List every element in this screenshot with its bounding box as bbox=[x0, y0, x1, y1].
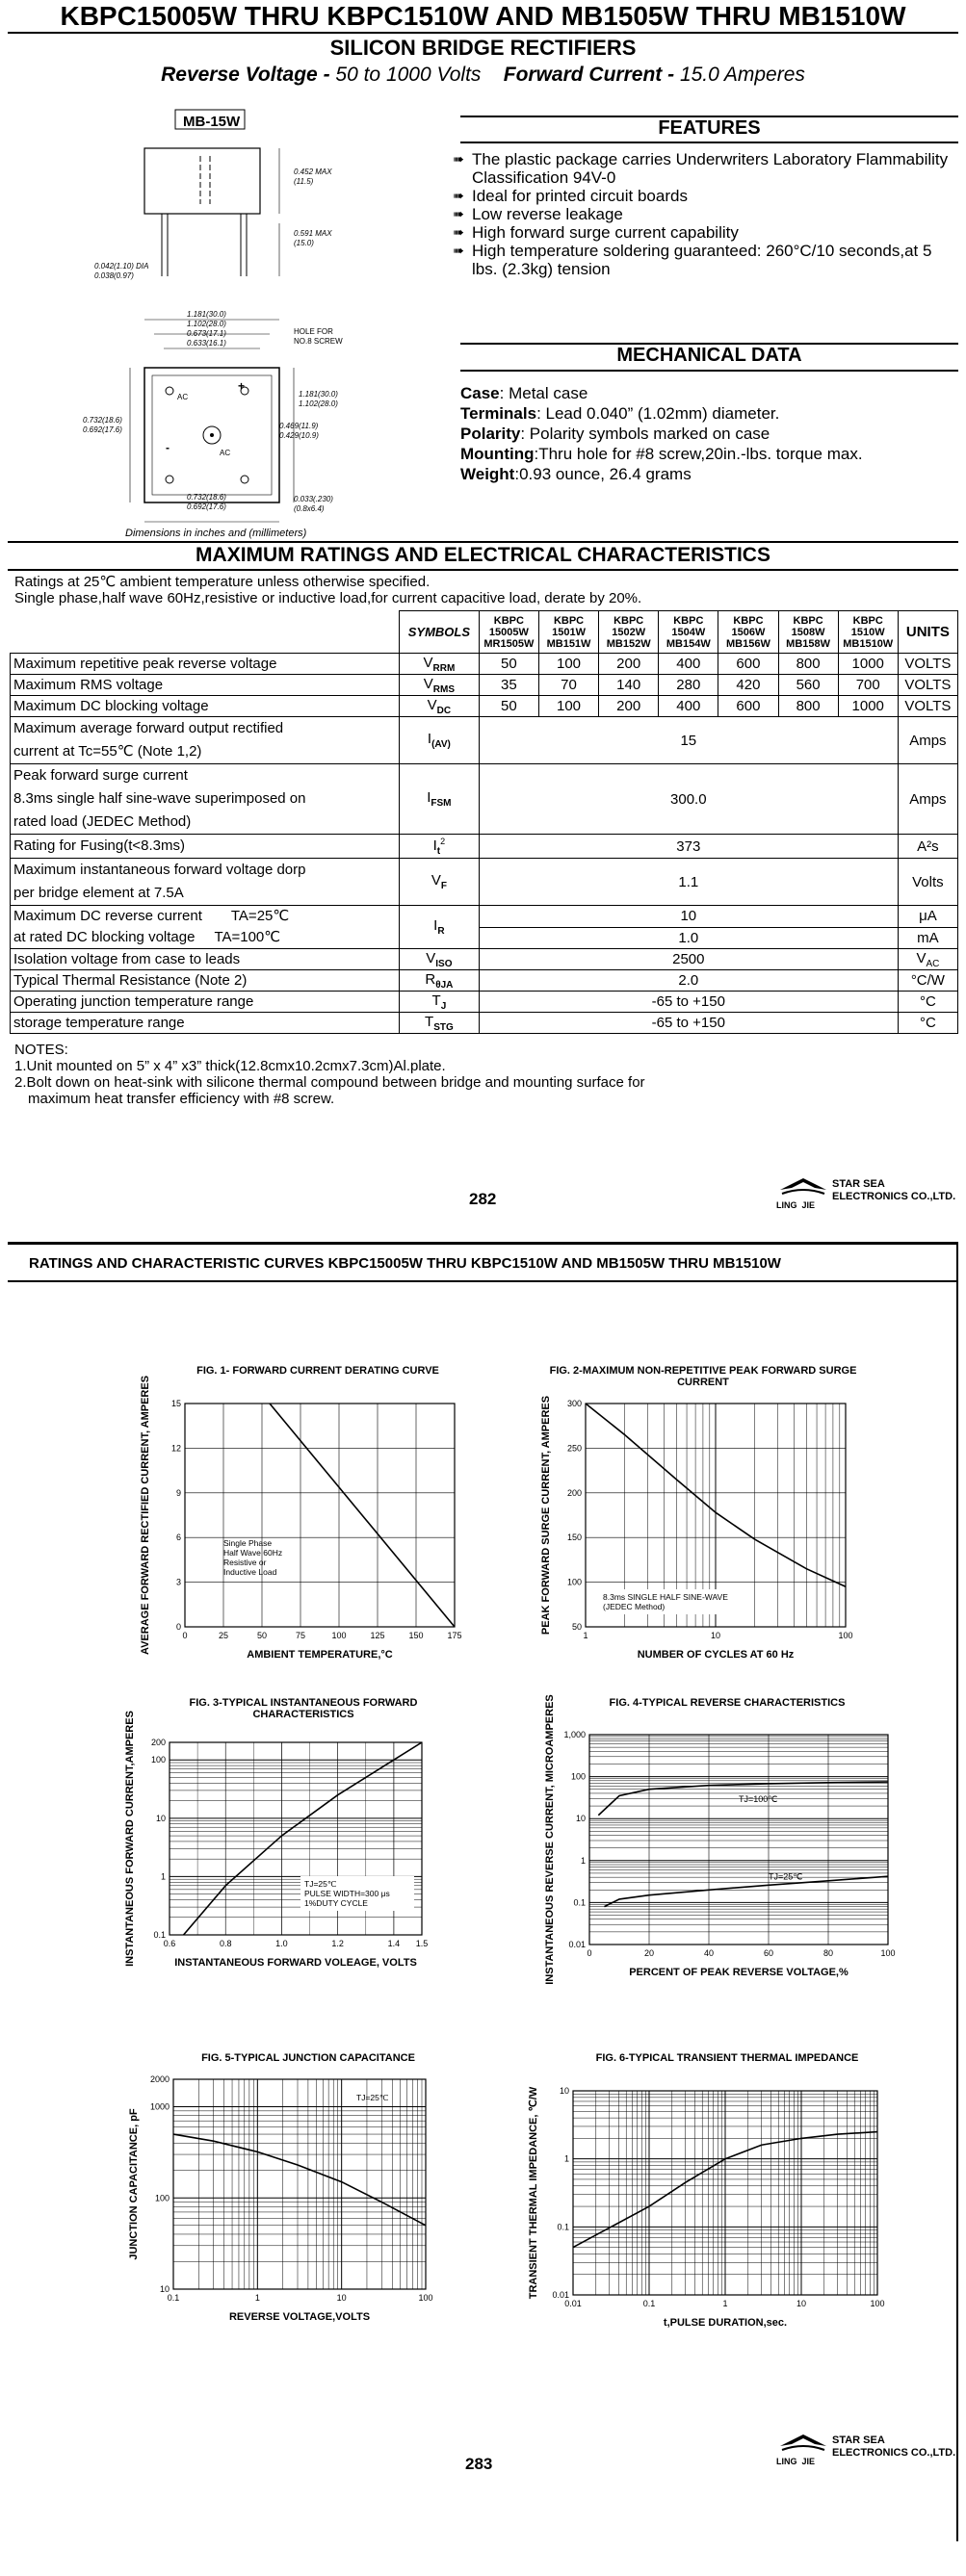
company-name: STAR SEA ELECTRONICS CO.,LTD. bbox=[832, 2434, 956, 2459]
value-cell: 35 bbox=[479, 675, 538, 696]
y-tick-label: 2000 bbox=[149, 2074, 170, 2084]
x-axis-label: PERCENT OF PEAK REVERSE VOLTAGE,% bbox=[629, 1967, 849, 1978]
param-cell: Maximum average forward output rectified current at Tc=55℃ (Note 1,2) bbox=[11, 717, 400, 764]
value-cell: 100 bbox=[538, 696, 598, 717]
part-header-0: KBPC 15005W MR1505W bbox=[479, 611, 538, 654]
unit-cell: Volts bbox=[898, 859, 957, 906]
x-tick-label: 20 bbox=[643, 1948, 655, 1958]
param-cell: Maximum RMS voltage bbox=[11, 675, 400, 696]
y-tick-label: 3 bbox=[175, 1577, 181, 1587]
value-cell: -65 to +150 bbox=[479, 1013, 898, 1034]
symbol-cell: $T_{STG}$ bbox=[399, 1013, 479, 1034]
param-cell: Isolation voltage from case to leads bbox=[11, 949, 400, 970]
param-cell: storage temperature range bbox=[11, 1013, 400, 1034]
symbol-cell: $I_{FSM}$ bbox=[399, 764, 479, 835]
value-cell: 560 bbox=[778, 675, 838, 696]
x-tick-label: 50 bbox=[256, 1631, 268, 1640]
y-tick-label: 1000 bbox=[149, 2101, 170, 2112]
company-name: STAR SEA ELECTRONICS CO.,LTD. bbox=[832, 1178, 956, 1202]
x-tick-label: 0.1 bbox=[167, 2293, 180, 2303]
y-tick-label: 0.1 bbox=[153, 1930, 166, 1940]
dim-lead-dia: 0.042(1.10) DIA 0.038(0.97) bbox=[94, 262, 149, 280]
arrow-bullet-icon: ➠ bbox=[453, 151, 464, 167]
y-tick-label: 0.1 bbox=[573, 1897, 586, 1908]
fig5-title: FIG. 5-TYPICAL JUNCTION CAPACITANCE bbox=[201, 2052, 415, 2064]
unit-cell: °C bbox=[898, 992, 957, 1013]
document-title: KBPC15005W THRU KBPC1510W AND MB1505W THRU MB1510W bbox=[60, 1, 906, 31]
y-tick-label: 100 bbox=[566, 1577, 582, 1587]
part-header-6: KBPC 1510W MB1510W bbox=[838, 611, 898, 654]
x-tick-label: 75 bbox=[295, 1631, 306, 1640]
reverse-voltage-label: Reverse Voltage - bbox=[161, 64, 330, 86]
chart-annotation: PULSE WIDTH=300 μs bbox=[304, 1889, 390, 1898]
value-cell: 600 bbox=[718, 696, 778, 717]
arrow-bullet-icon: ➠ bbox=[453, 243, 464, 258]
chart-annotation: Single Phase bbox=[223, 1538, 273, 1548]
y-axis-label: TRANSIENT THERMAL IMPEDANCE, ℃/W bbox=[528, 2086, 539, 2300]
x-tick-label: 125 bbox=[370, 1631, 385, 1640]
y-tick-label: 300 bbox=[566, 1399, 582, 1408]
y-tick-label: 0.01 bbox=[568, 1940, 586, 1949]
document-subtitle: SILICON BRIDGE RECTIFIERS bbox=[329, 36, 637, 60]
param-cell: Maximum repetitive peak reverse voltage bbox=[11, 654, 400, 675]
y-tick-label: 100 bbox=[150, 1755, 166, 1765]
value-cell: 200 bbox=[599, 654, 659, 675]
unit-cell: VOLTS bbox=[898, 696, 957, 717]
y-tick-label: 10 bbox=[575, 1814, 586, 1824]
x-tick-label: 1 bbox=[254, 2293, 260, 2303]
symbol-cell: $V_F$ bbox=[399, 859, 479, 906]
y-axis-label: AVERAGE FORWARD RECTIFIED CURRENT, AMPERES bbox=[140, 1375, 151, 1656]
forward-current-label: Forward Current - bbox=[503, 64, 675, 86]
x-tick-label: 0.8 bbox=[219, 1939, 232, 1948]
unit-cell: °C/W bbox=[898, 970, 957, 992]
x-tick-label: 0.6 bbox=[163, 1939, 176, 1948]
y-tick-label: 12 bbox=[170, 1443, 181, 1454]
x-tick-label: 100 bbox=[838, 1631, 853, 1640]
x-axis-label: AMBIENT TEMPERATURE,°C bbox=[247, 1649, 393, 1661]
param-cell: Peak forward surge current 8.3ms single half sine-wave superimposed on rated load (JEDEC Method) bbox=[11, 764, 400, 835]
x-tick-label: 100 bbox=[418, 2293, 433, 2303]
x-tick-label: 0 bbox=[182, 1631, 188, 1640]
ratings-note-1: Ratings at 25℃ ambient temperature unless otherwise specified. bbox=[14, 574, 431, 590]
y-tick-label: 250 bbox=[566, 1443, 582, 1454]
value-cell: 10 bbox=[479, 906, 898, 928]
chart-annotation: (JEDEC Method) bbox=[603, 1602, 666, 1611]
x-tick-label: 1.2 bbox=[331, 1939, 344, 1948]
features-heading: FEATURES bbox=[658, 117, 761, 139]
series-label: TJ=25℃ bbox=[769, 1871, 803, 1882]
package-name: MB-15W bbox=[183, 114, 241, 130]
value-cell: 15 bbox=[479, 717, 898, 764]
y-tick-label: 1,000 bbox=[563, 1730, 586, 1739]
y-tick-label: 200 bbox=[150, 1738, 166, 1747]
data-series-line bbox=[270, 1404, 455, 1627]
notes-heading: NOTES: bbox=[14, 1042, 68, 1058]
fig1-title: FIG. 1- FORWARD CURRENT DERATING CURVE bbox=[196, 1365, 439, 1377]
value-cell: 800 bbox=[778, 654, 838, 675]
value-cell: 50 bbox=[479, 654, 538, 675]
unit-cell: μA bbox=[898, 906, 957, 928]
symbol-cell: $V_{RMS}$ bbox=[399, 675, 479, 696]
dim-bottom: 0.732(18.6) 0.692(17.6) bbox=[187, 493, 226, 511]
minus-terminal-label: - bbox=[166, 441, 170, 454]
y-axis-label: INSTANTANEOUS FORWARD CURRENT,AMPERES bbox=[124, 1711, 136, 1967]
symbol-cell: $V_{RRM}$ bbox=[399, 654, 479, 675]
value-cell: 400 bbox=[659, 696, 718, 717]
value-cell: 280 bbox=[659, 675, 718, 696]
dim-height: 0.452 MAX (11.5) bbox=[294, 167, 332, 186]
plot-frame bbox=[185, 1404, 455, 1627]
value-cell: 70 bbox=[538, 675, 598, 696]
mech-row-polarity: Polarity: Polarity symbols marked on case bbox=[460, 425, 770, 443]
value-cell: 140 bbox=[599, 675, 659, 696]
note-2: 2.Bolt down on heat-sink with silicone thermal compound between bridge and mounting surface for bbox=[14, 1074, 645, 1091]
value-cell: 1.1 bbox=[479, 859, 898, 906]
x-tick-label: 0 bbox=[587, 1948, 592, 1958]
symbol-cell: $V_{DC}$ bbox=[399, 696, 479, 717]
y-tick-label: 0.01 bbox=[552, 2290, 569, 2300]
param-cell: Rating for Fusing(t<8.3ms) bbox=[11, 835, 400, 859]
x-tick-label: 100 bbox=[880, 1948, 896, 1958]
value-cell: 1000 bbox=[838, 696, 898, 717]
dim-hole-note: HOLE FOR NO.8 SCREW bbox=[294, 327, 343, 346]
mech-row-terminals: Terminals: Lead 0.040” (1.02mm) diameter. bbox=[460, 404, 780, 423]
curves-heading: RATINGS AND CHARACTERISTIC CURVES KBPC15005W THRU KBPC1510W AND MB1505W THRU MB1510W bbox=[29, 1255, 781, 1272]
series-label: TJ=100℃ bbox=[739, 1793, 778, 1804]
param-cell: Typical Thermal Resistance (Note 2) bbox=[11, 970, 400, 992]
ac-label-2: AC bbox=[220, 449, 231, 457]
unit-cell: A²s bbox=[898, 835, 957, 859]
x-tick-label: 60 bbox=[763, 1948, 774, 1958]
dim-inner: 0.469(11.9) 0.429(10.9) bbox=[279, 422, 319, 440]
note-1: 1.Unit mounted on 5” x 4” x3” thick(12.8cmx10.2cmx7.3cm)Al.plate. bbox=[14, 1058, 446, 1074]
y-tick-label: 6 bbox=[175, 1533, 181, 1543]
arrow-bullet-icon: ➠ bbox=[453, 224, 464, 240]
chart-annotation: Resistive or bbox=[223, 1558, 267, 1567]
ship-logo-icon bbox=[776, 2431, 830, 2458]
dim-lead-length: 0.591 MAX (15.0) bbox=[294, 229, 332, 247]
value-cell: 600 bbox=[718, 654, 778, 675]
x-tick-label: 100 bbox=[331, 1631, 347, 1640]
chart-annotation: TJ=25℃ bbox=[304, 1879, 337, 1889]
ac-label-1: AC bbox=[177, 393, 189, 401]
x-tick-label: 1.5 bbox=[415, 1939, 429, 1948]
chart-annotation: TJ=25℃ bbox=[356, 2093, 389, 2102]
value-cell: 50 bbox=[479, 696, 538, 717]
dims-note: Dimensions in inches and (millimeters) bbox=[125, 528, 307, 539]
unit-cell: mA bbox=[898, 927, 957, 949]
unit-cell: $V_{AC}$ bbox=[898, 949, 957, 970]
ratings-heading: MAXIMUM RATINGS AND ELECTRICAL CHARACTERISTICS bbox=[196, 544, 770, 566]
x-tick-label: 175 bbox=[447, 1631, 462, 1640]
reverse-voltage-value: 50 to 1000 Volts bbox=[335, 64, 482, 86]
y-tick-label: 1 bbox=[580, 1855, 586, 1866]
logo-mark-text: LING JIE bbox=[776, 2457, 816, 2466]
x-axis-label: t,PULSE DURATION,sec. bbox=[663, 2317, 788, 2329]
fig2-title: FIG. 2-MAXIMUM NON-REPETITIVE PEAK FORWARD SURGE CURRENT bbox=[549, 1365, 857, 1388]
x-tick-label: 150 bbox=[408, 1631, 424, 1640]
chart-annotation: Half Wave 60Hz bbox=[223, 1548, 283, 1558]
unit-cell: VOLTS bbox=[898, 654, 957, 675]
y-axis-label: PEAK FORWARD SURGE CURRENT, AMPERES bbox=[540, 1395, 552, 1636]
symbol-cell: $T_J$ bbox=[399, 992, 479, 1013]
x-tick-label: 0.1 bbox=[642, 2299, 656, 2308]
symbols-header: SYMBOLS bbox=[399, 611, 479, 654]
param-cell: Operating junction temperature range bbox=[11, 992, 400, 1013]
value-cell: 700 bbox=[838, 675, 898, 696]
fig3-title: FIG. 3-TYPICAL INSTANTANEOUS FORWARD CHARACTERISTICS bbox=[189, 1697, 418, 1720]
value-cell: -65 to +150 bbox=[479, 992, 898, 1013]
y-tick-label: 15 bbox=[170, 1399, 181, 1408]
value-cell: 1.0 bbox=[479, 927, 898, 949]
y-tick-label: 10 bbox=[155, 1813, 166, 1823]
unit-cell: Amps bbox=[898, 717, 957, 764]
y-axis-label: JUNCTION CAPACITANCE, pF bbox=[128, 2108, 140, 2260]
dim-left: 0.732(18.6) 0.692(17.6) bbox=[83, 416, 122, 434]
fig4-title: FIG. 4-TYPICAL REVERSE CHARACTERISTICS bbox=[609, 1697, 846, 1709]
value-cell: 300.0 bbox=[479, 764, 898, 835]
feature-item: ➠ The plastic package carries Underwriters Laboratory Flammability Classification 94V-0 bbox=[453, 150, 949, 187]
y-tick-label: 150 bbox=[566, 1533, 582, 1543]
x-tick-label: 10 bbox=[796, 2299, 807, 2308]
x-tick-label: 100 bbox=[870, 2299, 885, 2308]
param-cell: Maximum DC blocking voltage bbox=[11, 696, 400, 717]
mech-row-weight: Weight:0.93 ounce, 26.4 grams bbox=[460, 465, 692, 483]
feature-item: ➠ Ideal for printed circuit boards bbox=[453, 187, 688, 205]
y-tick-label: 50 bbox=[571, 1622, 582, 1632]
dim-terminal: 0.033(.230) (0.8x6.4) bbox=[294, 495, 333, 513]
value-cell: 400 bbox=[659, 654, 718, 675]
part-header-4: KBPC 1506W MB156W bbox=[718, 611, 778, 654]
plus-terminal-label: + bbox=[238, 379, 246, 393]
page-number-282: 282 bbox=[469, 1190, 497, 1208]
y-tick-label: 100 bbox=[154, 2193, 170, 2203]
y-axis-label: INSTANTANEOUS REVERSE CURRENT, MICROAMPERES bbox=[544, 1694, 556, 1985]
x-axis-label: REVERSE VOLTAGE,VOLTS bbox=[228, 2311, 371, 2323]
unit-cell: Amps bbox=[898, 764, 957, 835]
y-tick-label: 10 bbox=[159, 2284, 170, 2294]
value-cell: 373 bbox=[479, 835, 898, 859]
chart-annotation: 1%DUTY CYCLE bbox=[304, 1898, 368, 1908]
company-logo-2 bbox=[770, 2431, 963, 2469]
feature-item: ➠ Low reverse leakage bbox=[453, 205, 623, 223]
mech-row-mounting: Mounting:Thru hole for #8 screw,20in.-lbs. torque max. bbox=[460, 445, 863, 463]
y-tick-label: 9 bbox=[175, 1487, 181, 1498]
part-header-5: KBPC 1508W MB158W bbox=[778, 611, 838, 654]
arrow-bullet-icon: ➠ bbox=[453, 206, 464, 221]
value-cell: 2500 bbox=[479, 949, 898, 970]
value-cell: 2.0 bbox=[479, 970, 898, 992]
symbol-cell: $R_{\theta JA}$ bbox=[399, 970, 479, 992]
x-tick-label: 25 bbox=[218, 1631, 229, 1640]
data-series-line bbox=[173, 2134, 426, 2226]
x-tick-label: 80 bbox=[822, 1948, 834, 1958]
units-header: UNITS bbox=[898, 611, 957, 654]
param-cell: Maximum instantaneous forward voltage dorp per bridge element at 7.5A bbox=[11, 859, 400, 906]
x-tick-label: 1.4 bbox=[387, 1939, 401, 1948]
x-tick-label: 10 bbox=[710, 1631, 721, 1640]
value-cell: 200 bbox=[599, 696, 659, 717]
chart-annotation: 8.3ms SINGLE HALF SINE-WAVE bbox=[603, 1592, 728, 1602]
x-axis-label: NUMBER OF CYCLES AT 60 Hz bbox=[637, 1649, 795, 1661]
x-tick-label: 0.01 bbox=[564, 2299, 582, 2308]
y-tick-label: 1 bbox=[563, 2153, 569, 2164]
symbol-cell: $I_{(AV)}$ bbox=[399, 717, 479, 764]
value-cell: 100 bbox=[538, 654, 598, 675]
x-tick-label: 1.0 bbox=[275, 1939, 288, 1948]
symbol-cell: $V_{ISO}$ bbox=[399, 949, 479, 970]
mech-row-case: Case: Metal case bbox=[460, 384, 588, 402]
x-tick-label: 1 bbox=[722, 2299, 728, 2308]
y-tick-label: 10 bbox=[559, 2086, 569, 2096]
plot-frame bbox=[589, 1735, 888, 1945]
chart-annotation: Inductive Load bbox=[223, 1567, 277, 1577]
fig6-title: FIG. 6-TYPICAL TRANSIENT THERMAL IMPEDANCE bbox=[595, 2052, 859, 2064]
part-header-2: KBPC 1502W MB152W bbox=[599, 611, 659, 654]
logo-mark-text: LING JIE bbox=[776, 1200, 816, 1210]
note-2-cont: maximum heat transfer efficiency with #8 screw. bbox=[28, 1091, 335, 1107]
value-cell: 800 bbox=[778, 696, 838, 717]
x-tick-label: 40 bbox=[703, 1948, 715, 1958]
y-tick-label: 1 bbox=[160, 1871, 166, 1882]
value-cell: 420 bbox=[718, 675, 778, 696]
symbol-cell: $I_R$ bbox=[399, 906, 479, 949]
symbol-cell: $I_t^2$ bbox=[399, 835, 479, 859]
ratings-note-2: Single phase,half wave 60Hz,resistive or inductive load,for current capacitive load, derate by 20%. bbox=[14, 590, 642, 606]
arrow-bullet-icon: ➠ bbox=[453, 188, 464, 203]
y-tick-label: 100 bbox=[570, 1771, 586, 1782]
part-header-3: KBPC 1504W MB154W bbox=[659, 611, 718, 654]
param-cell: Maximum DC reverse current TA=25℃ at rated DC blocking voltage TA=100℃ bbox=[11, 906, 400, 949]
y-tick-label: 0.1 bbox=[557, 2222, 569, 2232]
y-tick-label: 200 bbox=[566, 1487, 582, 1498]
x-axis-label: INSTANTANEOUS FORWARD VOLEAGE, VOLTS bbox=[174, 1957, 417, 1969]
dim-height-top: 1.181(30.0) 1.102(28.0) bbox=[299, 390, 338, 408]
unit-cell: °C bbox=[898, 1013, 957, 1034]
mechanical-heading: MECHANICAL DATA bbox=[616, 345, 802, 366]
feature-item: ➠ High forward surge current capability bbox=[453, 223, 739, 242]
dim-width-top: 1.181(30.0) 1.102(28.0) 0.673(17.1) 0.633(16.1) bbox=[187, 310, 226, 348]
feature-item: ➠ High temperature soldering guaranteed: 260°C/10 seconds,at 5 lbs. (2.3kg) tension bbox=[453, 242, 932, 278]
x-tick-label: 1 bbox=[583, 1631, 588, 1640]
unit-cell: VOLTS bbox=[898, 675, 957, 696]
forward-current-value: 15.0 Amperes bbox=[679, 64, 805, 86]
y-tick-label: 0 bbox=[175, 1622, 181, 1632]
page-number-283: 283 bbox=[465, 2455, 493, 2473]
part-header-1: KBPC 1501W MB151W bbox=[538, 611, 598, 654]
x-tick-label: 10 bbox=[336, 2293, 347, 2303]
value-cell: 1000 bbox=[838, 654, 898, 675]
